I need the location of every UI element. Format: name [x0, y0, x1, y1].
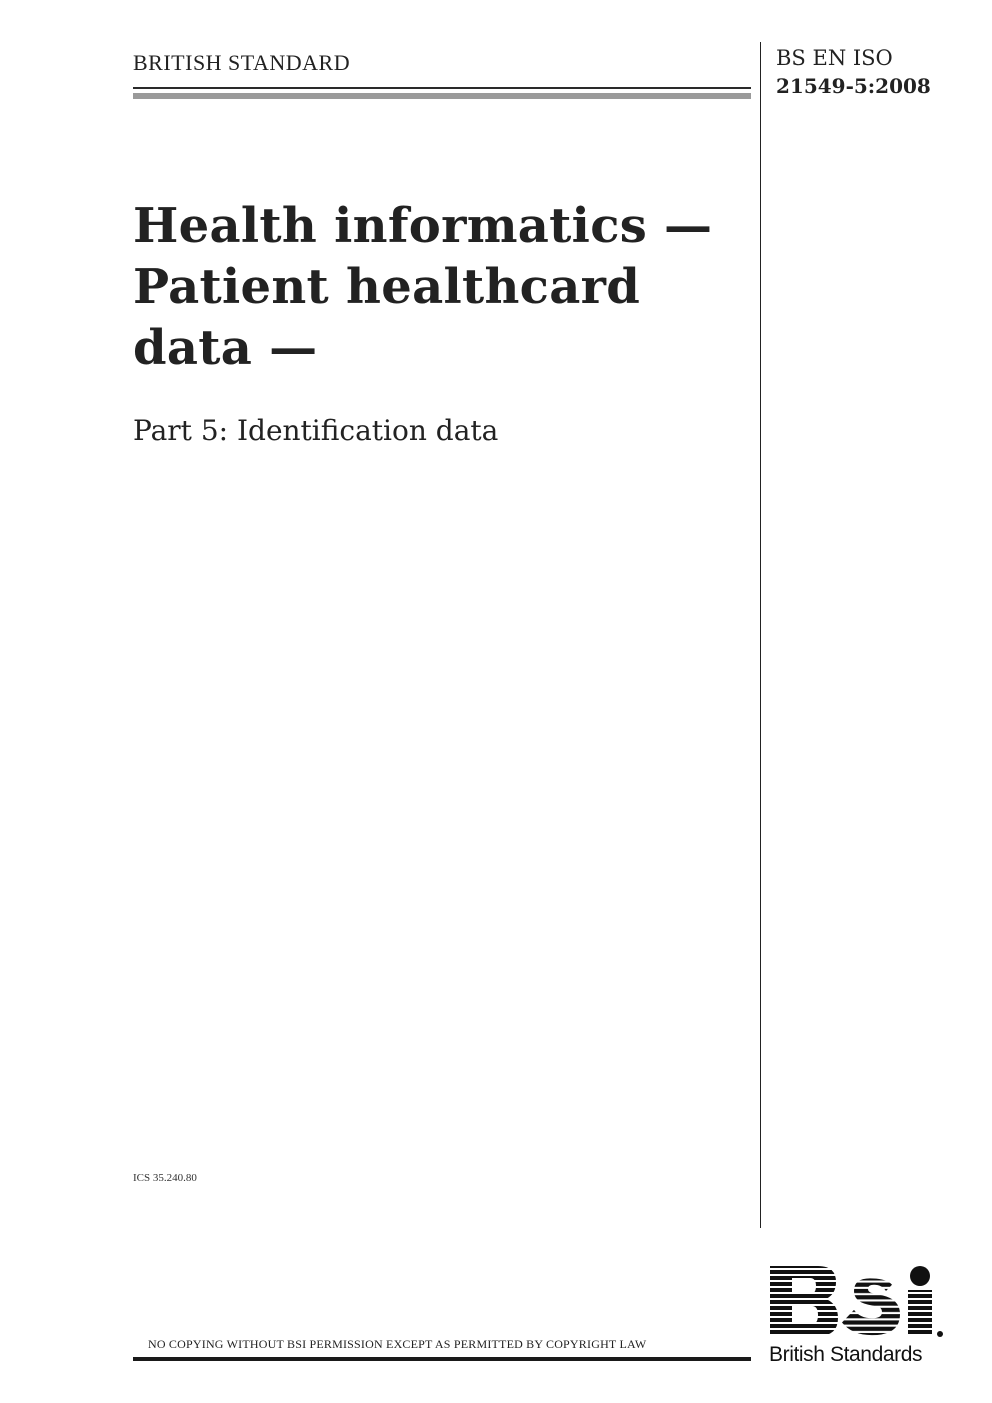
title-line-2: Patient healthcard: [133, 259, 641, 315]
header-rule-thin: [133, 87, 751, 89]
bsi-logo-caption: British Standards: [769, 1343, 923, 1366]
standard-number-code: 21549-5:2008: [776, 74, 931, 98]
document-subtitle: Part 5: Identification data: [133, 414, 499, 447]
copyright-notice: NO COPYING WITHOUT BSI PERMISSION EXCEPT AS PERMITTED BY COPYRIGHT LAW: [148, 1337, 647, 1351]
standard-number: [776, 44, 931, 100]
standard-number-prefix: BS EN ISO: [776, 46, 893, 70]
footer-rule: [133, 1357, 751, 1361]
document-title: [133, 196, 743, 379]
margin-divider: [760, 42, 761, 1228]
title-line-1: Health informatics —: [133, 198, 713, 254]
document-type-label: BRITISH STANDARD: [133, 50, 351, 75]
title-line-3: data —: [133, 320, 318, 376]
header-rule-thick: [133, 93, 751, 99]
ics-code: ICS 35.240.80: [133, 1172, 197, 1184]
bsi-logo-mark: [766, 1264, 948, 1344]
